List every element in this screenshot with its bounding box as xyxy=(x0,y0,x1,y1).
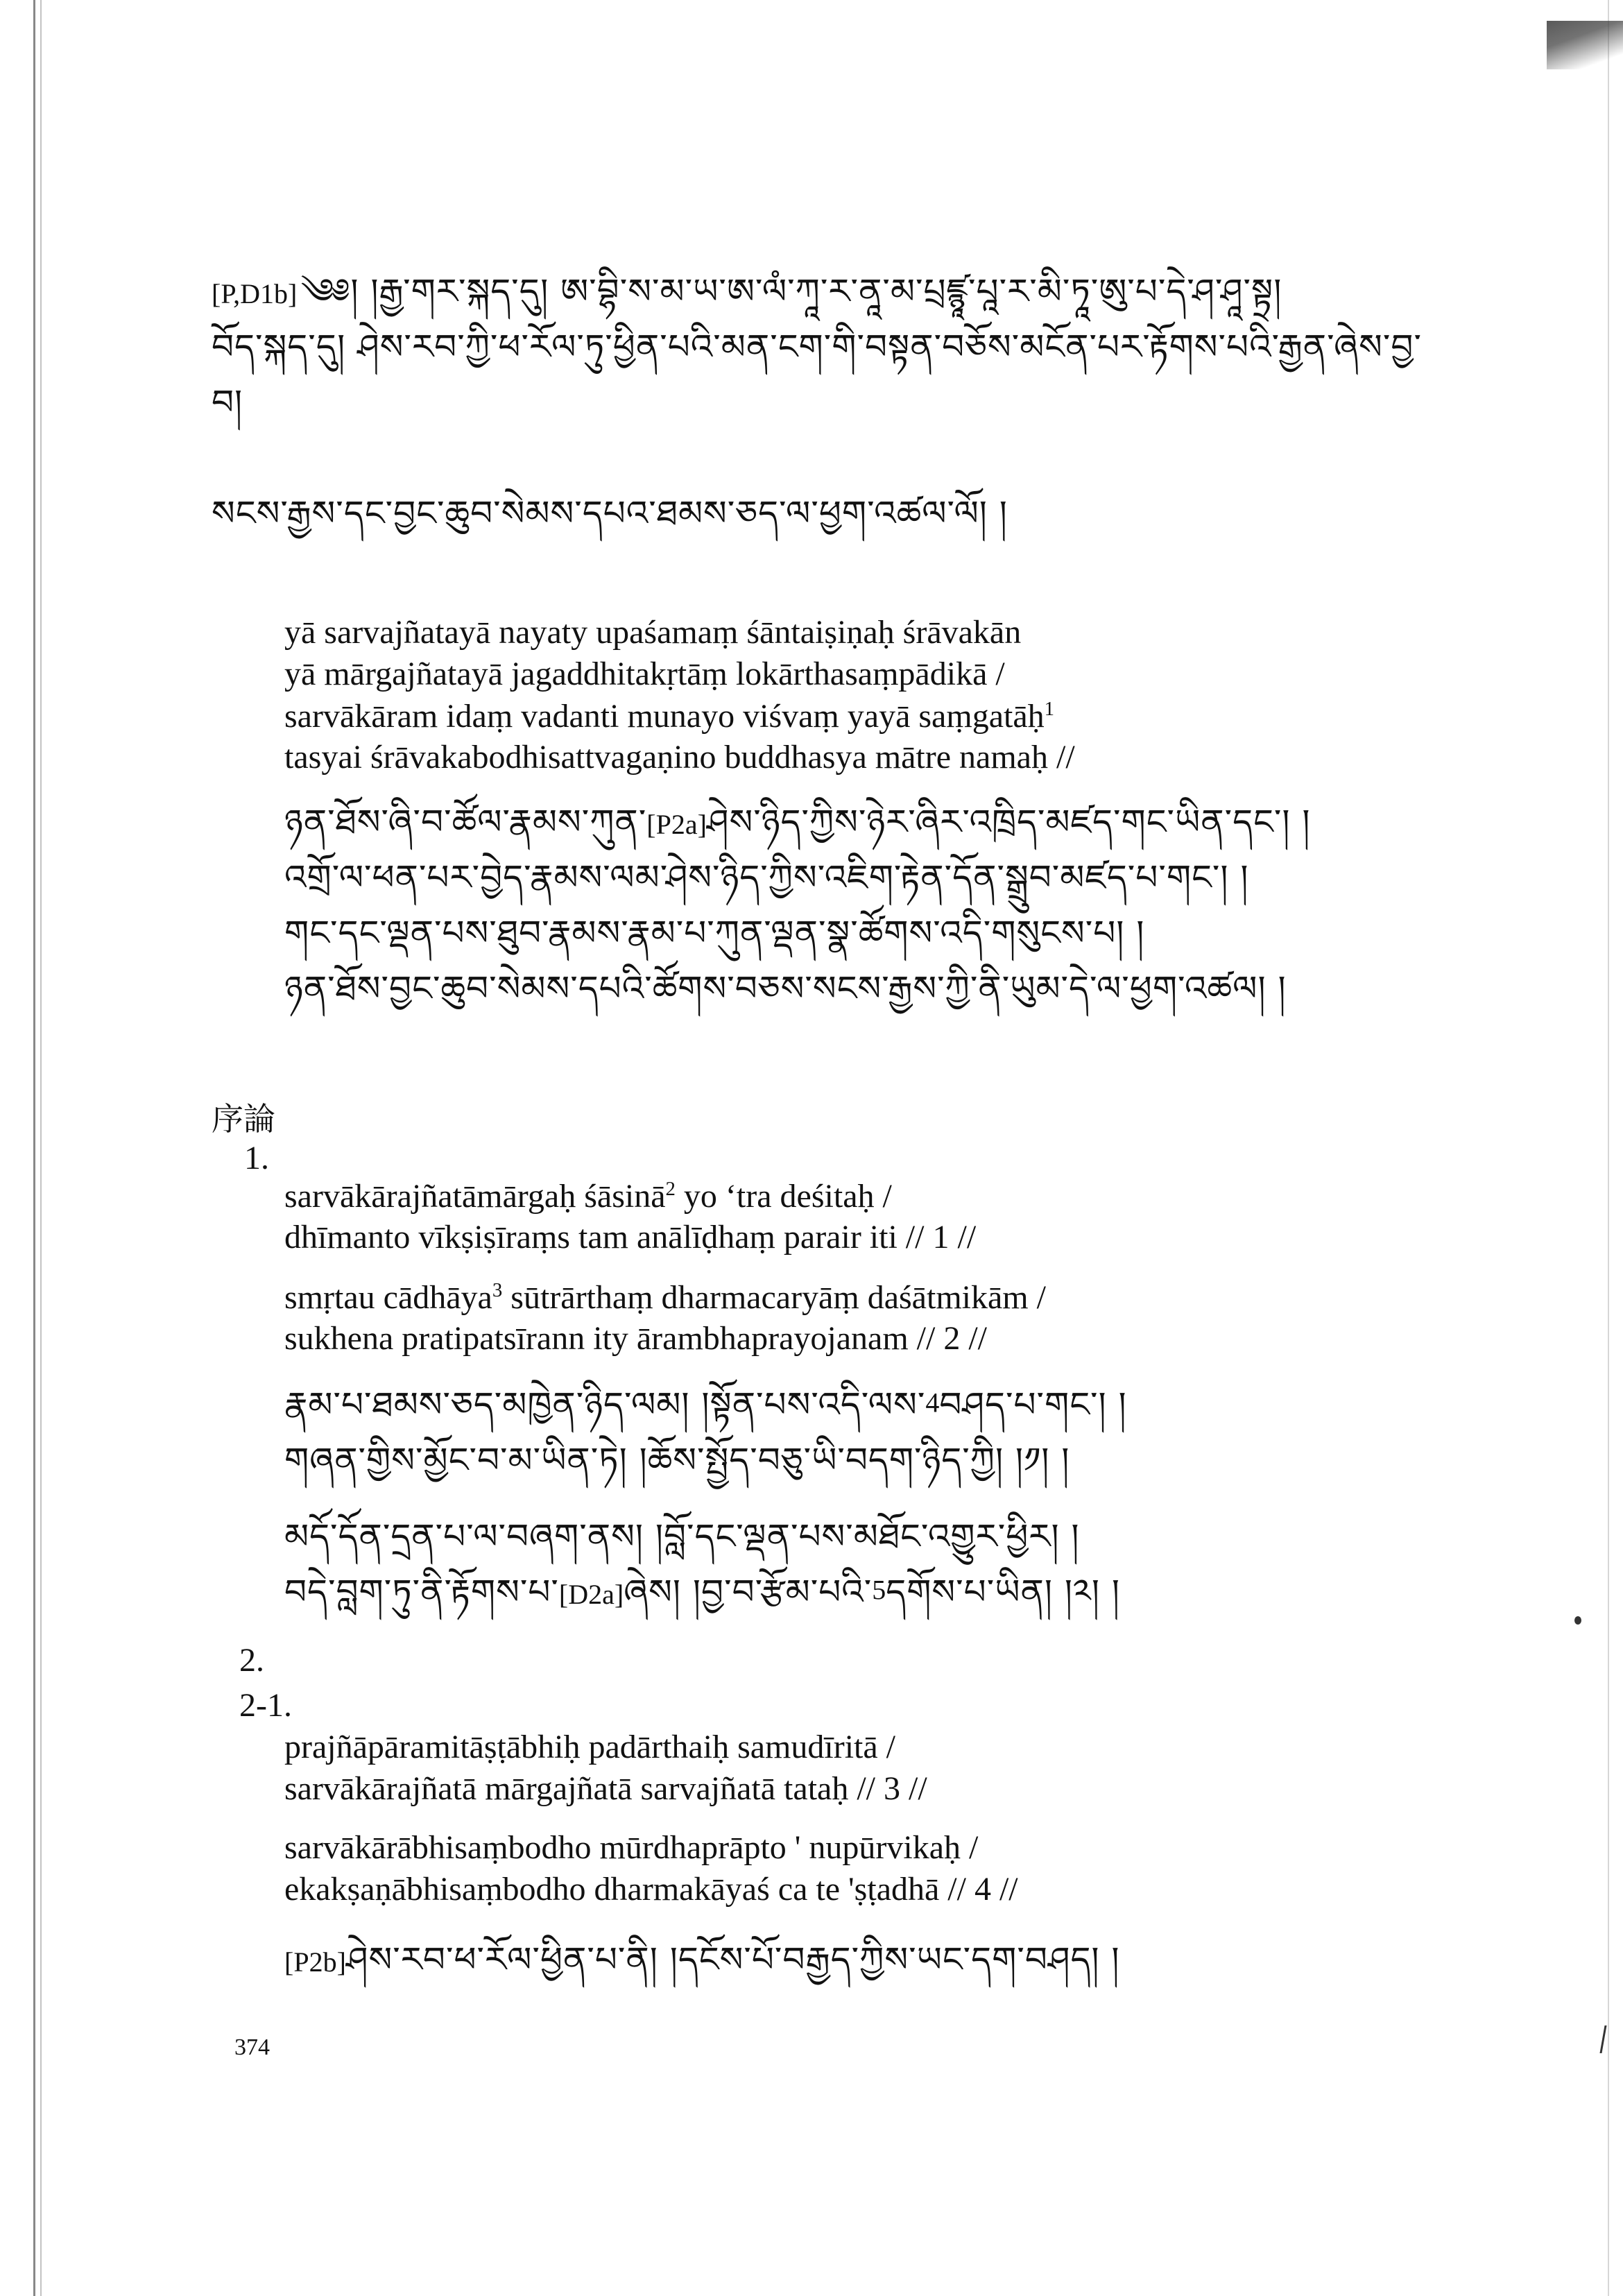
sanskrit-line xyxy=(284,1280,1046,1314)
tibetan-text: ཉན་ཐོས་ཞི་བ་ཚོལ་རྣམས་ཀུན་ xyxy=(284,802,647,842)
tibetan-text: བདེ་བླག་ཏུ་ནི་རྟོགས་པ་ xyxy=(284,1572,559,1612)
subsection-number: 2-1. xyxy=(239,1687,292,1724)
tibetan-line xyxy=(284,1572,1120,1612)
sanskrit-line xyxy=(284,1179,892,1213)
sanskrit-line: ekakṣaṇābhisaṃbodho dharmakāyaś ca te 'ṣṭadhā // 4 // xyxy=(284,1871,1018,1908)
sanskrit-text: sūtrārthaṃ dharmacaryāṃ daśātmikām / xyxy=(502,1279,1046,1316)
header-line-2: བོད་སྐད་དུ། ཤེས་རབ་ཀྱི་ཕ་རོལ་ཏུ་ཕྱིན་པའི་མན་ངག་གི་བསྟན་བཅོས་མངོན་པར་རྟོགས་པའི་རྒྱན་ཞེས་བྱ་ xyxy=(212,327,1422,367)
sanskrit-line: sukhena pratipatsīrann ity ārambhaprayojanam // 2 // xyxy=(284,1320,988,1357)
scan-speck xyxy=(1574,1616,1581,1625)
footnote-ref: 1 xyxy=(1044,698,1055,720)
sanskrit-line: yā sarvajñatayā nayaty upaśamaṃ śāntaiṣiṇaḥ śrāvakān xyxy=(284,614,1022,651)
sanskrit-line: yā mārgajñatayā jagaddhitakṛtāṃ lokārthasaṃpādikā / xyxy=(284,656,1005,692)
tibetan-line xyxy=(284,1385,1127,1425)
sanskrit-line: sarvākārajñatā mārgajñatā sarvajñatā tataḥ // 3 // xyxy=(284,1770,927,1807)
sanskrit-text: sarvākārajñatāmārgaḥ śāsinā xyxy=(284,1178,666,1215)
footnote-ref: 5 xyxy=(872,1574,886,1606)
scan-corner-shadow xyxy=(1547,21,1623,69)
sanskrit-line: dhīmanto vīkṣiṣīraṃs tam anālīḍhaṃ parair iti // 1 // xyxy=(284,1219,977,1256)
header-line-1 xyxy=(212,271,1282,311)
scan-mark xyxy=(1599,2025,1612,2053)
sanskrit-line xyxy=(284,699,1054,733)
folio-mark: [P2b] xyxy=(284,1946,346,1978)
tibetan-text: བཤད་པ་གང་། ། xyxy=(939,1385,1127,1425)
tibetan-text: ཤེས་ཉིད་ཀྱིས་ཉེར་ཞིར་འཁྲིད་མཛད་གང་ཡིན་དང་། ། xyxy=(706,802,1311,842)
tibetan-line: ཉན་ཐོས་བྱང་ཆུབ་སེམས་དཔའི་ཚོགས་བཅས་སངས་རྒྱས་ཀྱི་ནི་ཡུམ་དེ་ལ་ཕྱག་འཚལ། ། xyxy=(284,968,1287,1009)
scan-right-edge xyxy=(1608,0,1609,2296)
edition-mark: [P,D1b] xyxy=(212,278,298,309)
tibetan-text: ཞེས། །བྱ་བ་རྩོམ་པའི་ xyxy=(624,1572,873,1612)
section-number: 2. xyxy=(239,1642,264,1679)
tibetan-text: དགོས་པ་ཡིན། །༢། ། xyxy=(886,1572,1120,1612)
tibetan-line: མདོ་དོན་དྲན་པ་ལ་བཞག་ནས། །བློ་དང་ལྡན་པས་མཐོང་འགྱུར་ཕྱིར། ། xyxy=(284,1516,1080,1557)
tibetan-line xyxy=(284,802,1311,842)
sanskrit-text: smṛtau cādhāya xyxy=(284,1279,492,1316)
page-number: 374 xyxy=(234,2034,270,2060)
tibetan-text: རྣམ་པ་ཐམས་ཅད་མཁྱེན་ཉིད་ལམ། །སྟོན་པས་འདི་ལས་ xyxy=(284,1385,926,1425)
sanskrit-text: sarvākāram idaṃ vadanti munayo viśvaṃ yayā saṃgatāḥ xyxy=(284,698,1045,735)
footnote-ref: 2 xyxy=(665,1178,676,1200)
tibetan-title-sanskrit: ༄༅། །རྒྱ་གར་སྐད་དུ། ཨ་བྷི་ས་མ་ཡ་ཨ་ལཾ་ཀཱ་ར་ནཱ་མ་པྲཛྙཱ་པཱ་ར་མི་ཏཱ་ཨུ་པ་དེ་ཤ་ཤཱ་སྟྲ། xyxy=(300,271,1282,311)
tibetan-line: གཞན་གྱིས་མྱོང་བ་མ་ཡིན་ཏེ། །ཆོས་སྤྱོད་བཅུ་ཡི་བདག་ཉིད་ཀྱི། །༡། ། xyxy=(284,1440,1070,1480)
scan-binding-edge-inner xyxy=(40,0,42,2296)
sanskrit-line: tasyai śrāvakabodhisattvagaṇino buddhasya mātre namaḥ // xyxy=(284,739,1075,776)
homage-line: སངས་རྒྱས་དང་བྱང་ཆུབ་སེམས་དཔའ་ཐམས་ཅད་ལ་ཕྱག་འཚལ་ལོ། ། xyxy=(212,493,1008,533)
sanskrit-line: sarvākārābhisaṃbodho mūrdhaprāpto ' nupūrvikaḥ / xyxy=(284,1829,979,1866)
scan-binding-edge xyxy=(33,0,35,2296)
section-title: 序論 xyxy=(212,1100,275,1138)
folio-mark: [D2a] xyxy=(558,1579,624,1610)
tibetan-line xyxy=(284,1939,1120,1980)
sanskrit-line: prajñāpāramitāṣṭābhiḥ padārthaiḥ samudīritā / xyxy=(284,1729,896,1765)
folio-mark: [P2a] xyxy=(646,809,707,840)
footnote-ref: 4 xyxy=(925,1387,940,1419)
tibetan-text: ཤེས་རབ་ཕ་རོལ་ཕྱིན་པ་ནི། །དངོས་པོ་བརྒྱད་ཀྱིས་ཡང་དག་བཤད། ། xyxy=(345,1939,1120,1980)
header-line-3: བ། xyxy=(212,382,243,422)
footnote-ref: 3 xyxy=(492,1279,503,1301)
section-number: 1. xyxy=(244,1140,269,1176)
sanskrit-text: yo ‘tra deśitaḥ / xyxy=(675,1178,892,1215)
tibetan-line: གང་དང་ལྡན་པས་ཐུབ་རྣམས་རྣམ་པ་ཀུན་ལྡན་སྣ་ཚོགས་འདི་གསུངས་པ། ། xyxy=(284,913,1145,953)
tibetan-line: འགྲོ་ལ་ཕན་པར་བྱེད་རྣམས་ལམ་ཤེས་ཉིད་ཀྱིས་འཇིག་རྟེན་དོན་སྒྲུབ་མཛད་པ་གང་། ། xyxy=(284,857,1249,898)
